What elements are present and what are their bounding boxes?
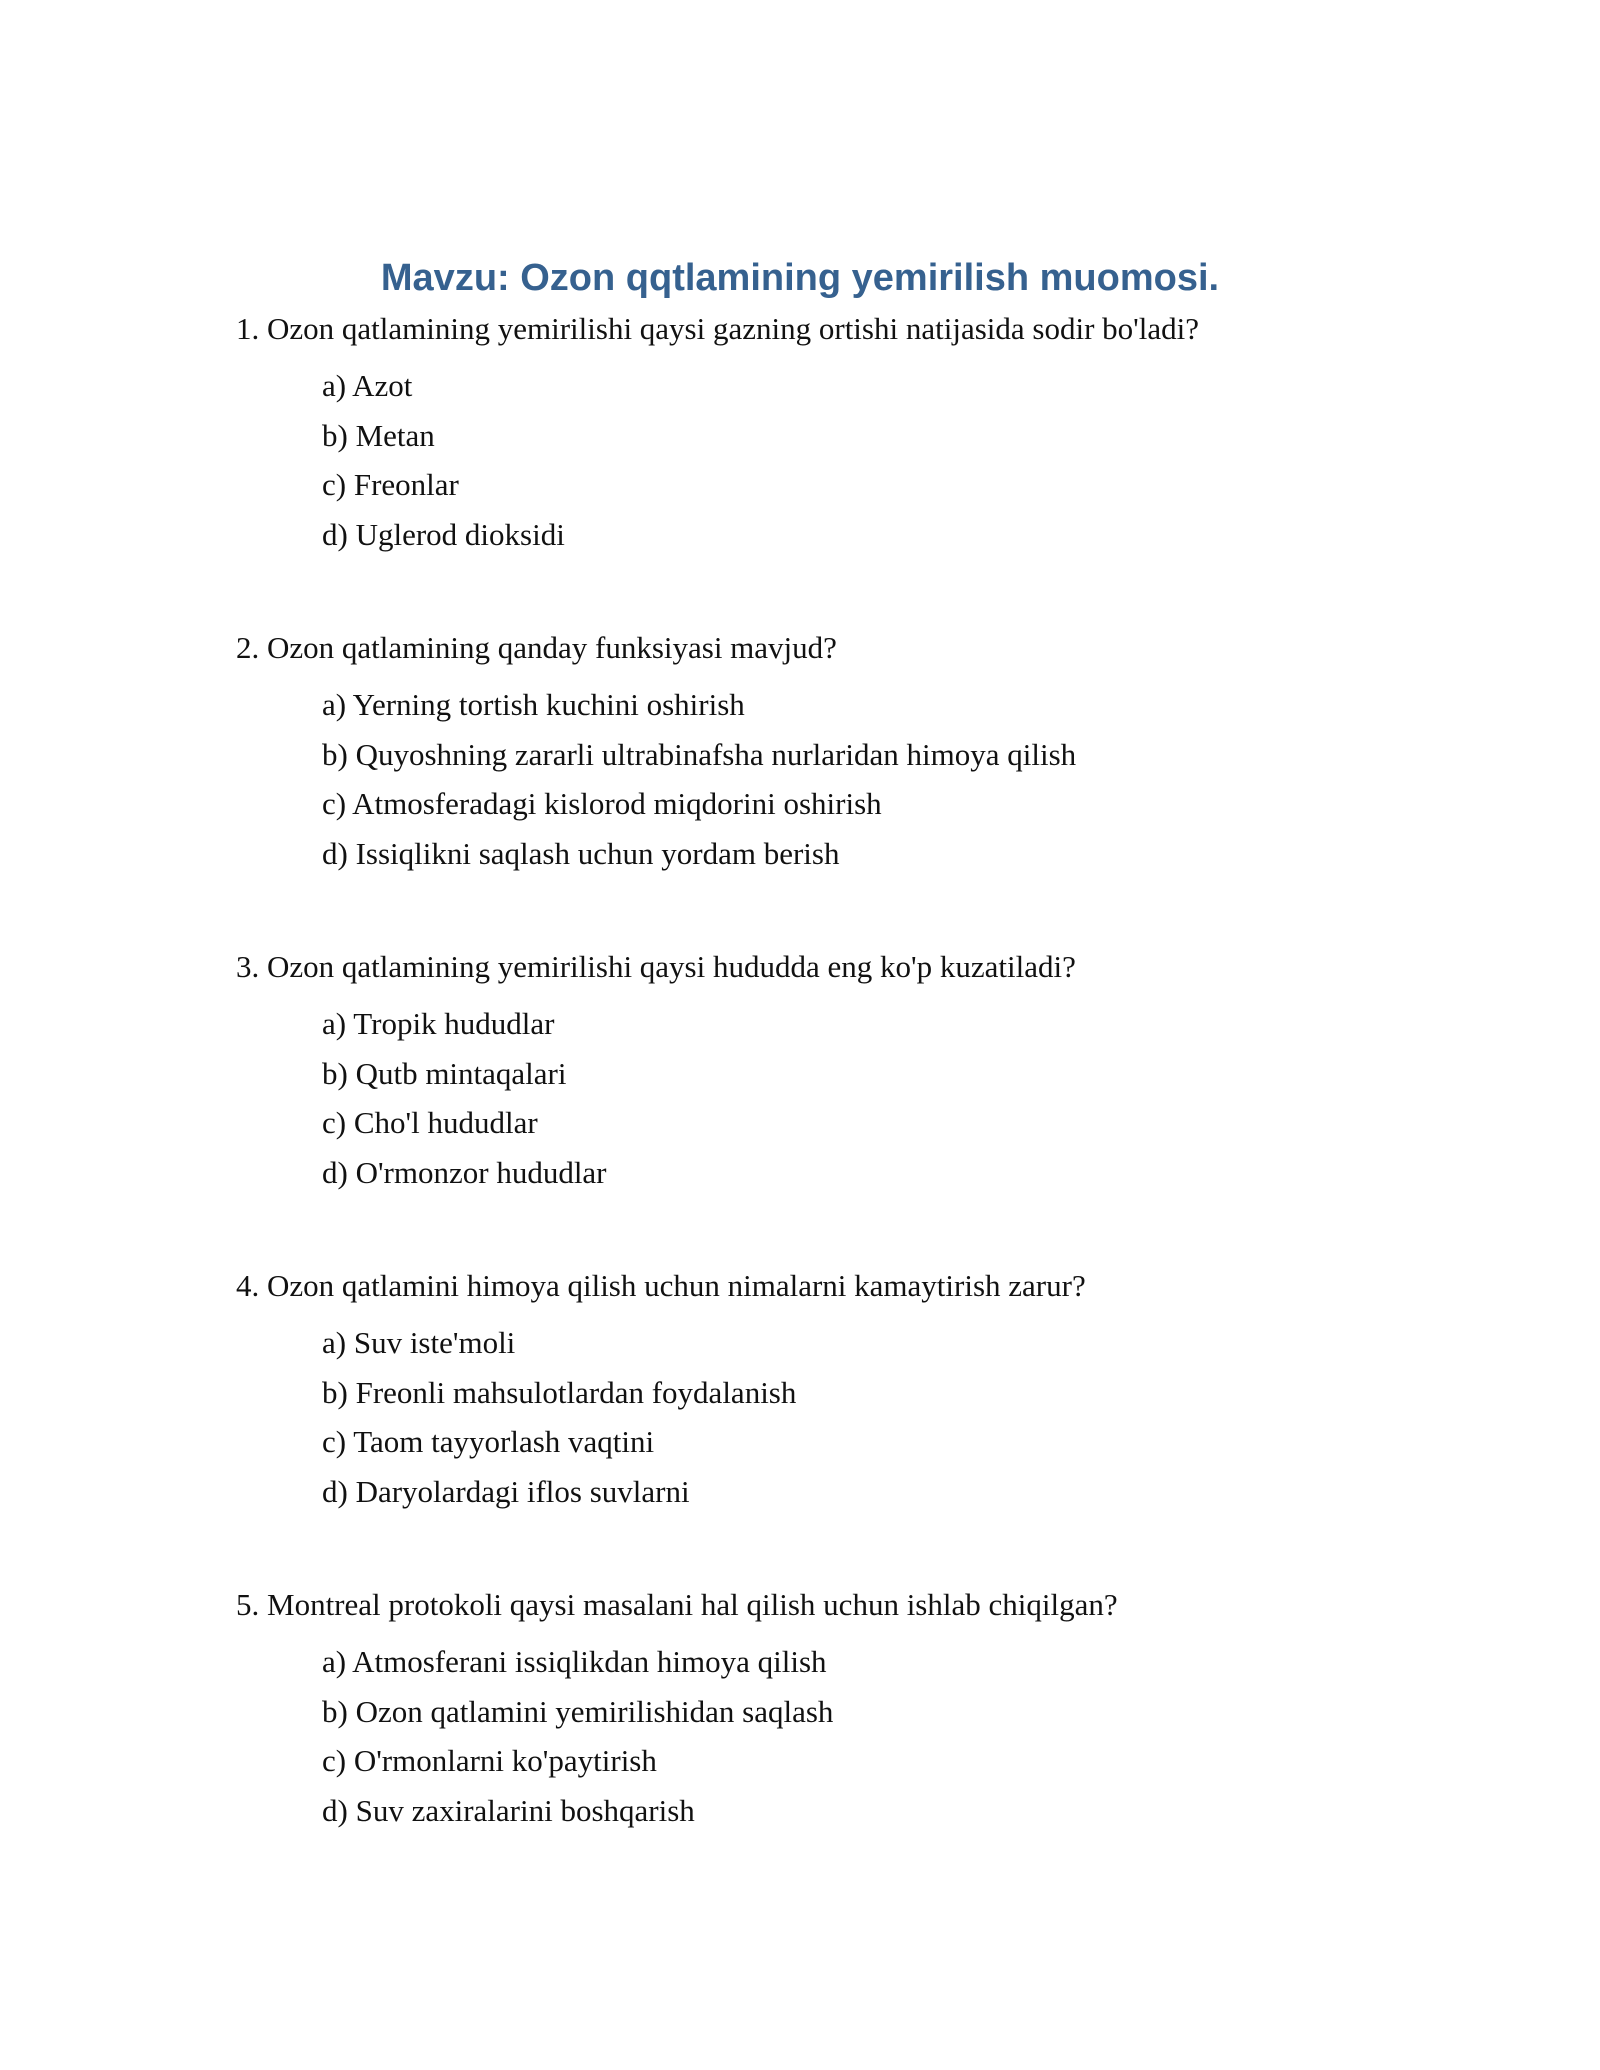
question-text: 3. Ozon qatlamining yemirilishi qaysi hududda eng ko'p kuzatiladi?	[236, 949, 1076, 984]
question-1	[236, 305, 1436, 559]
question-text: 4. Ozon qatlamini himoya qilish uchun nimalarni kamaytirish zarur?	[236, 1268, 1086, 1303]
option-a: a) Tropik hududlar	[322, 1006, 555, 1041]
option-d: d) Suv zaxiralarini boshqarish	[322, 1792, 695, 1828]
option-a: a) Yerning tortish kuchini oshirish	[322, 687, 745, 722]
option-d: d) Uglerod dioksidi	[322, 516, 565, 552]
option-b: b) Freonli mahsulotlardan foydalanish	[322, 1374, 797, 1410]
option-b: b) Metan	[322, 417, 435, 453]
option-c: c) Taom tayyorlash vaqtini	[322, 1424, 655, 1459]
answer-options	[236, 361, 1436, 559]
option-d: d) Issiqlikni saqlash uchun yordam berish	[322, 835, 840, 871]
option-d: d) Daryolardagi iflos suvlarni	[322, 1473, 690, 1509]
option-b: b) Quyoshning zararli ultrabinafsha nurlaridan himoya qilish	[322, 736, 1077, 772]
answer-options	[236, 1318, 1436, 1516]
option-a: a) Suv iste'moli	[322, 1325, 516, 1360]
answer-options	[236, 1637, 1436, 1835]
option-c: c) Freonlar	[322, 467, 459, 502]
option-d: d) O'rmonzor hududlar	[322, 1154, 607, 1190]
question-2	[236, 624, 1436, 878]
option-a: a) Azot	[322, 368, 413, 403]
answer-options	[236, 680, 1436, 878]
question-text: 1. Ozon qatlamining yemirilishi qaysi gazning ortishi natijasida sodir bo'ladi?	[236, 311, 1199, 346]
option-a: a) Atmosferani issiqlikdan himoya qilish	[322, 1644, 827, 1679]
document-title: Mavzu: Ozon qqtlamining yemirilish muomosi.	[380, 257, 1220, 299]
answer-options	[236, 999, 1436, 1197]
question-text: 5. Montreal protokoli qaysi masalani hal qilish uchun ishlab chiqilgan?	[236, 1587, 1118, 1622]
option-c: c) Cho'l hududlar	[322, 1105, 538, 1140]
question-3	[236, 943, 1436, 1197]
option-c: c) O'rmonlarni ko'paytirish	[322, 1743, 657, 1778]
question-text: 2. Ozon qatlamining qanday funksiyasi mavjud?	[236, 630, 837, 665]
option-b: b) Ozon qatlamini yemirilishidan saqlash	[322, 1693, 834, 1729]
question-list	[236, 305, 1436, 1900]
question-4	[236, 1262, 1436, 1516]
question-5	[236, 1581, 1436, 1835]
option-b: b) Qutb mintaqalari	[322, 1055, 567, 1091]
option-c: c) Atmosferadagi kislorod miqdorini oshirish	[322, 786, 882, 821]
